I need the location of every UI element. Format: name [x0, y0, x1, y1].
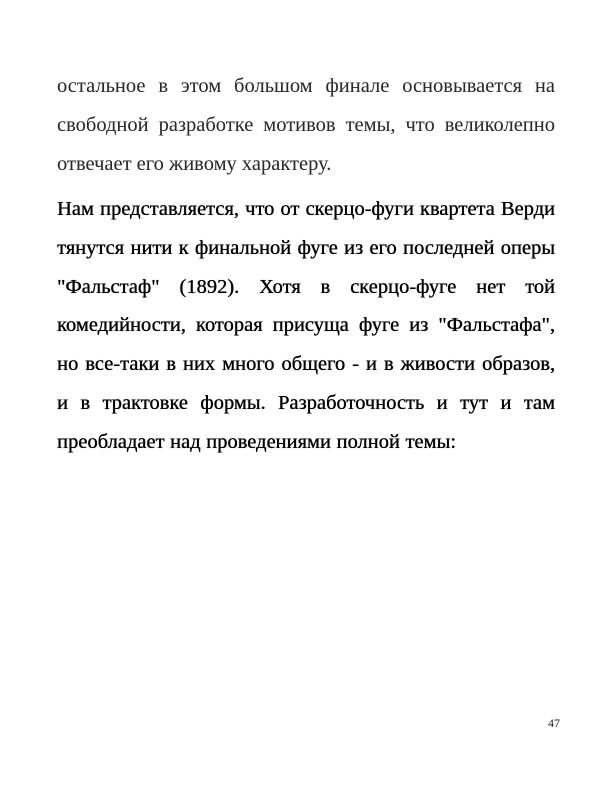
paragraph-verdi-falstaff: Нам представляется, что от скерцо-фуги квартета Верди тянутся нити к финальной фуге из его последней оперы "Фальстаф" (1892). Хотя в скерцо-фуге нет той комедийности, которая присуща фуге из "Фальстафа", но все-таки в них много общего - и в живости образов, и в трактовке формы. Разработочность и тут и там преобладает над проведениями полной темы: [57, 198, 555, 453]
page-number: 47 [548, 716, 560, 730]
paragraph-continuation: остальное в этом большом финале основывается на свободной разработке мотивов темы, что великолепно отвечает его живому характеру. [57, 75, 555, 175]
